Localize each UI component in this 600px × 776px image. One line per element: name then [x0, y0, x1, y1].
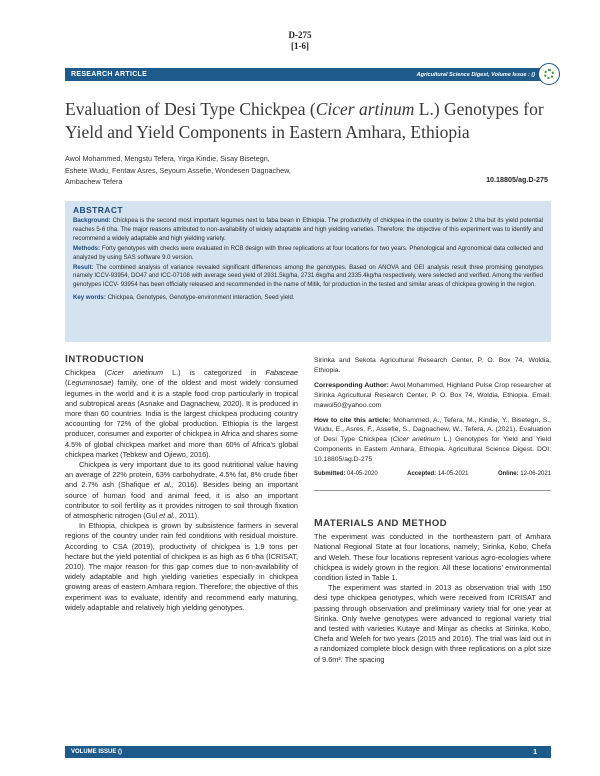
title-species: Cicer artinum: [315, 99, 415, 119]
title-part-1: Evaluation of Desi Type Chickpea (: [65, 99, 316, 119]
intro-p1-a: Chickpea (: [65, 368, 107, 378]
heading-rest: NTRODUCTION: [68, 354, 145, 365]
author-list: [65, 153, 445, 188]
intro-p2-b: , 2016). Besides being an important source of human food and animal feed, it is also an important contributor to soil fertility as it provides nitrogen to soil through fixation of atmospheric nitrogen (Gul: [65, 480, 299, 521]
abstract-methods: [73, 245, 543, 263]
heading-initial-2: M: [402, 517, 412, 529]
intro-p1-species: Cicer arietinum: [106, 368, 164, 378]
footer-volume: VOLUME ISSUE (): [71, 749, 123, 755]
methods-text: Forty genotypes with checks were evaluated in RCB design with three replications at four locations for two years. Phenological and Agronomical data collected and analyzed by using SAS software 9.0 version.: [73, 244, 543, 261]
citation: [314, 416, 551, 466]
authors-line-2: Eshete Wudu, Fentaw Asres, Seyoum Assefie, Wondesen Dagnachew,: [65, 165, 291, 175]
corresponding-label: Corresponding Author:: [314, 381, 389, 389]
citation-species: Cicer arietinum: [392, 436, 441, 444]
citation-b: L.) Genotypes for Yield and Yield Components in Eastern Amhara, Ethiopia. Agricultural Science Digest. DOI: 10.18805/ag.D-275: [314, 436, 552, 464]
intro-p2-etal2: et al.: [159, 511, 175, 521]
journal-citation: Agricultural Science Digest, Volume Issue : (): [416, 71, 535, 78]
result-label: Result:: [73, 263, 94, 271]
corresponding-author: [314, 381, 551, 411]
intro-p2-a: Chickpea is very important due to its good nutritional value having an average of 22% protein, 63% carbohydrate, 4.5% fat, 8% crude fiber and 2.7% ash (Shafique: [65, 460, 298, 490]
heading-initial-1: M: [314, 517, 324, 529]
background-label: Background:: [73, 217, 111, 224]
introduction-heading: [65, 354, 298, 365]
abstract-keywords: [73, 294, 543, 303]
doi[interactable]: 10.18805/ag.D-275: [486, 175, 548, 184]
intro-p1-d: ) family, one of the oldest and most widely consumed legumes in the world and it is a staple food crop particularly in tropical and subtropical areas (Asnake and Dagnachew, 2020). It is produced in more than 60 countries. India is the largest chickpea producing country accounting for 72% of the global production. Ethiopia is the largest producer, consumer and exporter of chickpea in Africa and shares some 4.5% of global chickpea market and more than 60% of Africa's global chickpea market (Tebkew and Ojiewo, 2016).: [65, 378, 298, 459]
methods-label: Methods:: [73, 244, 101, 252]
intro-p1-b: L.) is categorized in: [163, 368, 266, 378]
intro-paragraph-3: In Ethiopia, chickpea is grown by subsistence farmers in several regions of the country under rain fed conditions with residual moisture. According to CSA (2019), productivity of chickpea is 1.9 tons per hectare but the yield potential of chickpea is as high as 6 t/ha (ICRISAT, 2010). The major reason for this gap comes due to non-availability of widely adaptable and high yielding varieties especially in chickpea growing areas of eastern Amhara region. Therefore; the objective of this experiment was to evaluate, identify and recommend early maturing, widely adaptable and relatively high yielding genotypes.: [65, 521, 298, 612]
journal-header-bar: [65, 68, 551, 81]
intro-paragraph-1: [65, 368, 298, 460]
heading-rest-1: ATERIALS AND: [323, 518, 403, 529]
intro-p1-family: Fabaceae: [265, 368, 298, 378]
footer-bar: [65, 746, 551, 758]
materials-section: [314, 518, 551, 665]
article-type: RESEARCH ARTICLE: [71, 71, 148, 78]
article-dates: [314, 470, 551, 480]
online-date: [498, 470, 551, 480]
heading-rest-2: ETHOD: [411, 518, 448, 529]
intro-p1-family2: Leguminosae: [67, 378, 112, 388]
heading-initial: I: [65, 353, 69, 365]
online-label: Online:: [497, 471, 519, 478]
divider: [314, 490, 551, 491]
keywords-label: Key words:: [73, 294, 106, 302]
keywords-text: Chickpea, Genotypes, Genotype-environment interaction, Seed yield.: [107, 294, 295, 302]
abstract-result: [73, 264, 543, 291]
materials-paragraph-1: The experiment was conducted in the northeastern part of Amhara National Regional State at four locations, namely; Sirinka, Kobo, Chefa and Weleh. These four locations represent various agro-ecologies where chickpea is widely grown in the region. All these locations' environmental condition listed in Table 1.: [314, 532, 551, 583]
article-info: [314, 356, 551, 480]
page-number: 1: [533, 748, 537, 756]
citation-a: Mohammed, A., Tefera, M., Kindie, Y., Bisetegn, S., Wudu, E., Asres, F., Assefie, S., Dagnachew, W., Tefera, A. (2021). Evaluation of Desi Type Chickpea (: [314, 416, 551, 444]
authors-line-3: Ambachew Tefera: [65, 177, 123, 187]
materials-paragraph-2: The experiment was started in 2013 as observation trial with 150 desi type chickpea genotypes, which were received from ICRISAT and passing through observation and preliminary variety trial for one year at Sirinka. Only twelve genotypes were advanced to regional variety trial and tested with varieties Kutaye and Minjar as checks at Sirinka, Kobo, Chefa and Weleh for two years (2015 and 2016). The trial was laid out in a randomized complete block design with three replications on a plot size of 9.6m². The spacing: [314, 583, 551, 664]
intro-paragraph-2: [65, 460, 298, 521]
manuscript-code: [0, 30, 600, 52]
title-part-2: L.) Genotypes for Yield and Yield Components in Eastern Amhara, Ethiopia: [65, 99, 544, 142]
background-text: Chickpea is the second most important legumes next to faba bean in Ethiopia. The productivity of chickpea in the country is below 2 t/ha but its yield potential reaches 5-6 t/ha. The major reasons attributed to non-availability of widely adaptable and high yielding varieties. Therefore; the objective of this experiment was to identify and recommend a widely adaptable and high yielding variety.: [73, 217, 543, 242]
crossmark-logo-icon[interactable]: [538, 63, 560, 85]
introduction-section: [65, 354, 298, 613]
article-title: [65, 98, 555, 144]
abstract-box: [65, 201, 551, 342]
affiliation: Sirinka and Sekota Agricultural Research Center, P. O. Box 74, Woldia, Ethiopia.: [314, 357, 551, 374]
intro-p2-c: , 2011).: [174, 511, 200, 521]
accepted-value: 14-05-2021: [437, 471, 469, 478]
accepted-date: [407, 470, 468, 480]
corresponding-text: Awol Mohammed, Highland Pulse Crop researcher at Sirinka Agricultural Research Center, P. O. Box 74, Woldia, Ethiopia. Email: mawol50@yahoo.com: [314, 381, 552, 409]
citation-label: How to cite this article:: [314, 416, 391, 424]
authors-line-1: Awol Mohammed, Mengstu Tefera, Yirga Kindie, Sisay Bisetegn,: [65, 154, 270, 163]
submitted-value: 04-05-2020: [347, 471, 378, 478]
abstract-heading: ABSTRACT: [73, 205, 123, 215]
intro-p2-etal: et al.: [153, 480, 172, 490]
submitted-label: Submitted:: [314, 471, 346, 478]
accepted-label: Accepted:: [407, 471, 437, 478]
result-text: The combined analysis of variance revealed significant differences among the genotypes. Based on ANOVA and GEI analysis result three promising genotypes namely ICCV-93954, DO47 and ICC-07108 with average seed yield of 2931.5kg/ha, 2731.6kg/ha and 2335.4kg/ha respectively, were selected and verified. Among the verified genotypes ICCV- 93954 has been officially released and recommended in the name of Mitik, for production in the tested and similar areas of chickpea growing in the region.: [73, 263, 543, 289]
intro-p1-c: (: [65, 378, 68, 388]
online-value: 12-06-2021: [520, 471, 551, 478]
manuscript-id: D-275: [288, 30, 312, 40]
abstract-background: [73, 217, 543, 244]
submitted-date: [314, 470, 378, 480]
materials-heading: [314, 518, 551, 529]
page-range: [1-6]: [291, 41, 309, 51]
